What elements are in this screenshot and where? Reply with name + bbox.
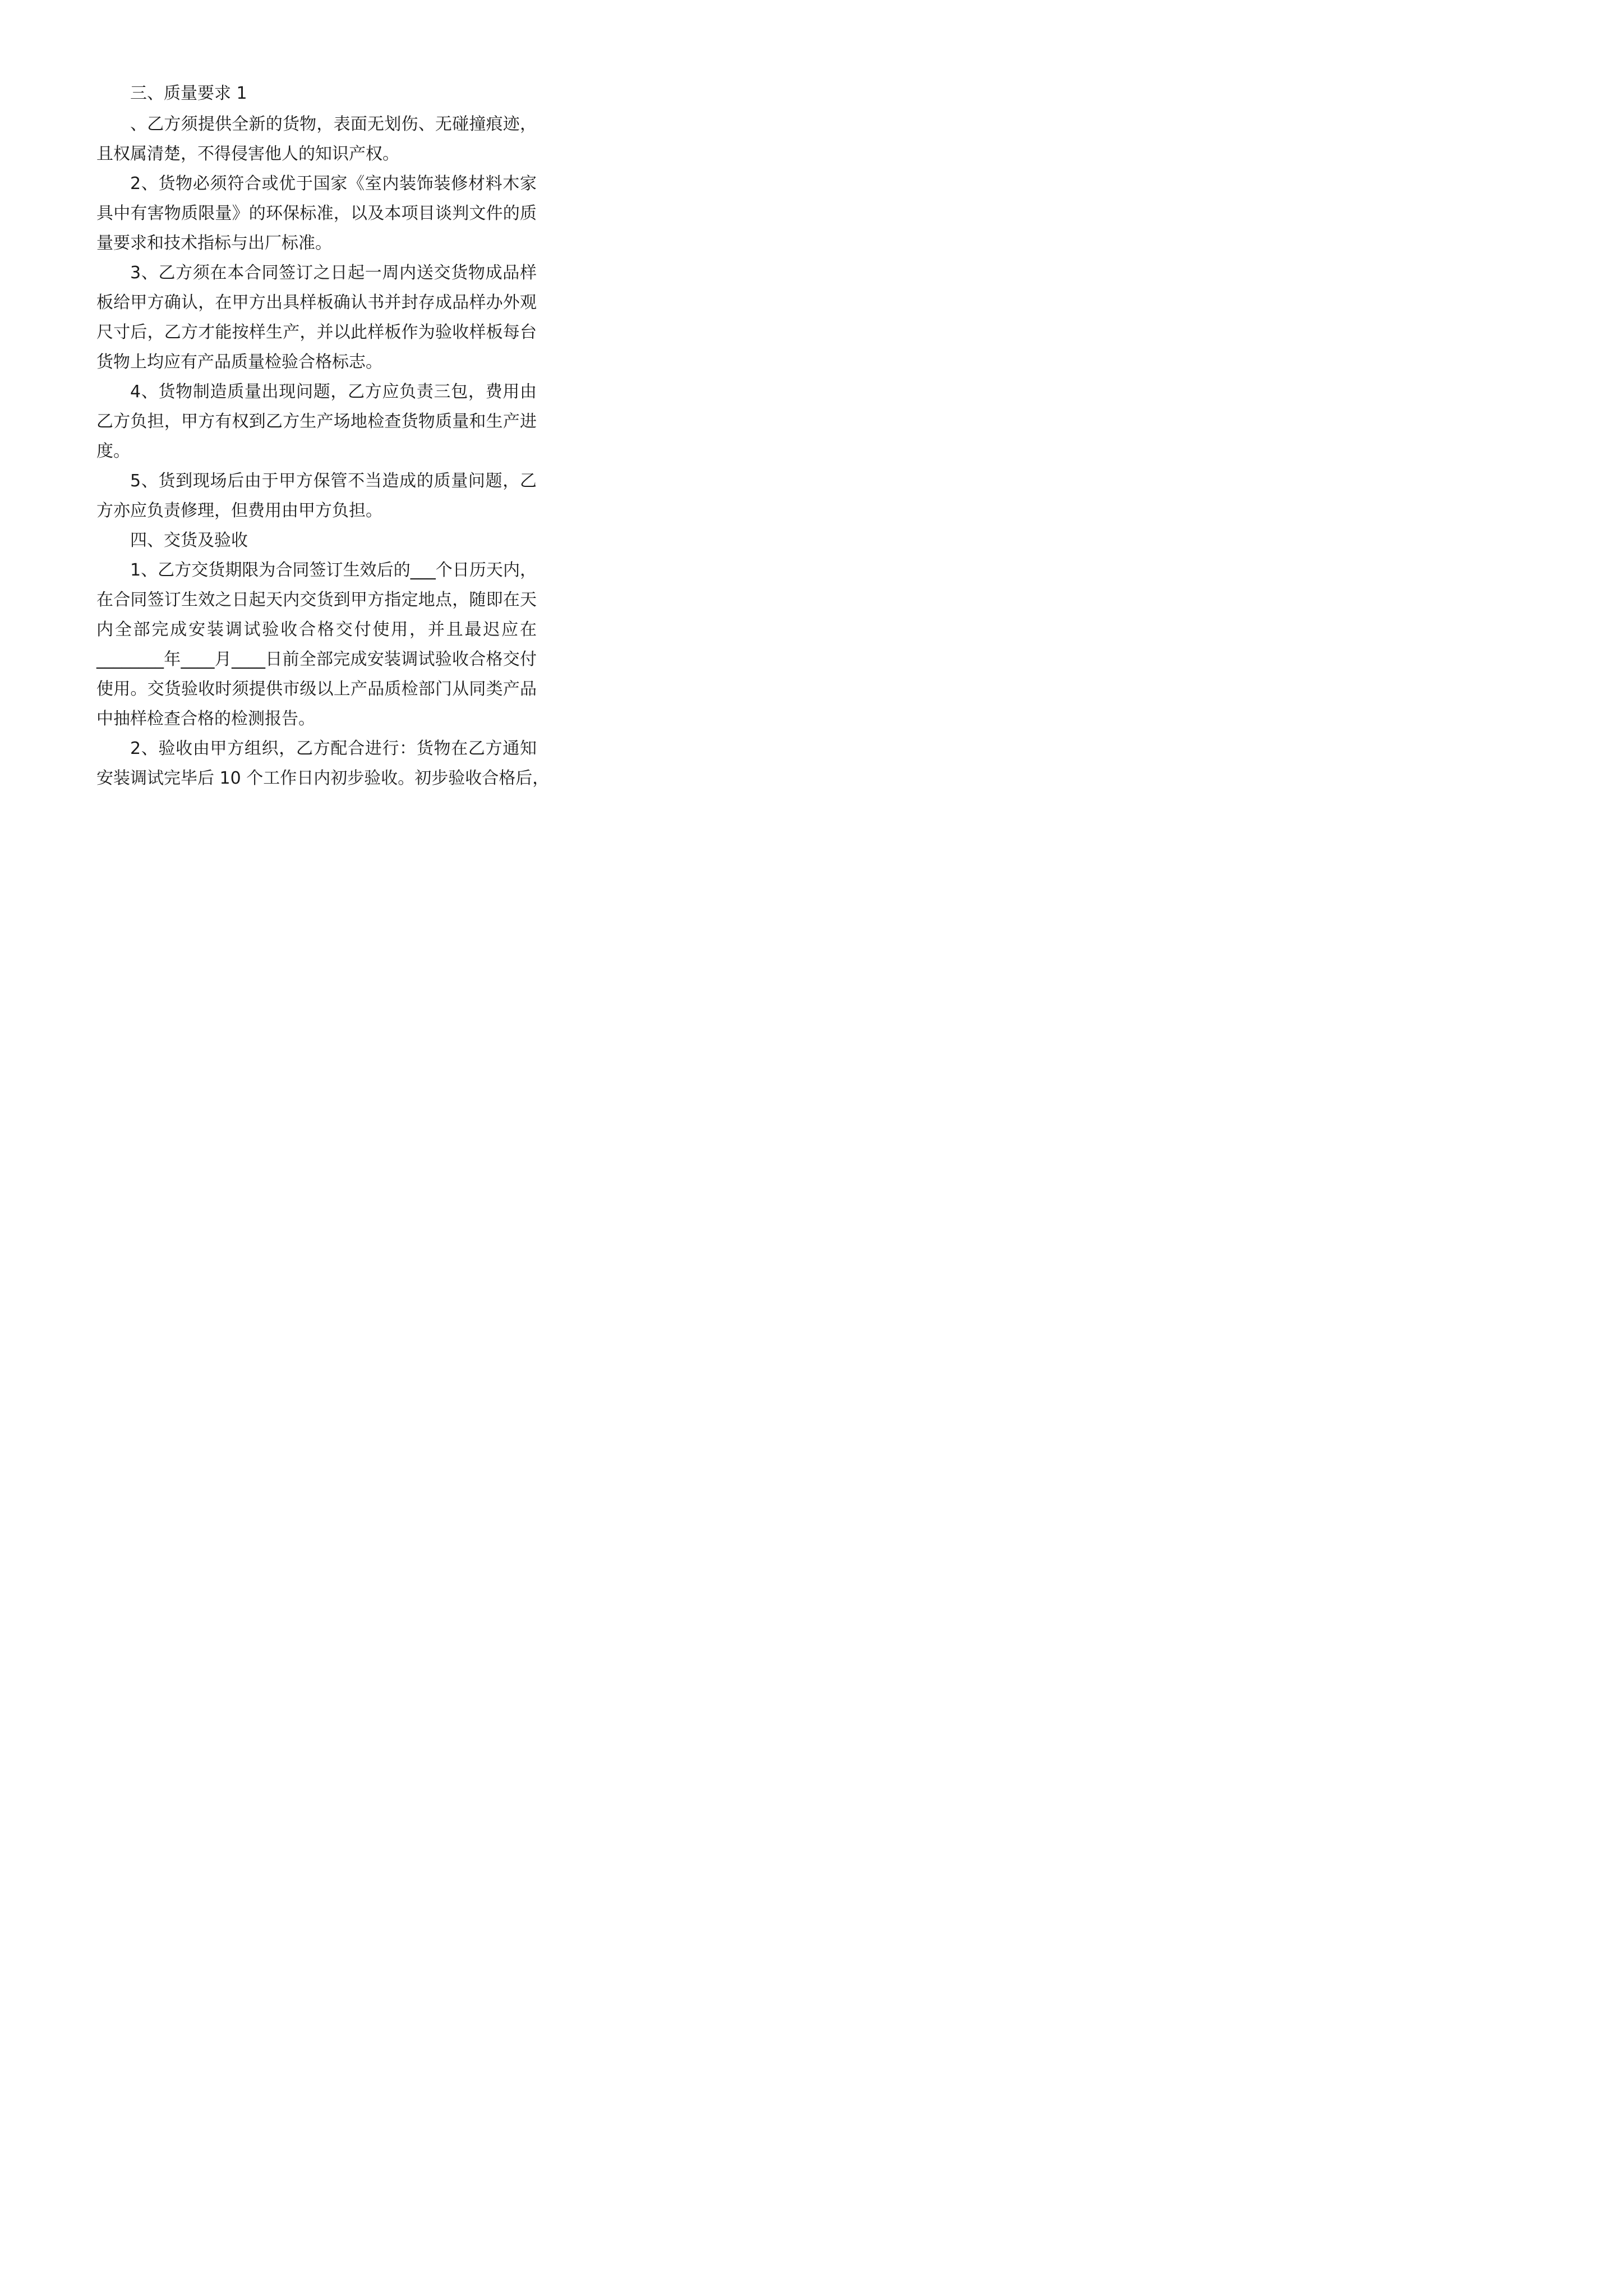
- paragraph-line: 安装调试完毕后 10 个工作日内初步验收。初步验收合格后，: [96, 769, 550, 788]
- paragraph-line: ________年____月____日前全部完成安装调试验收合格交付: [96, 650, 537, 669]
- paragraph-line: 板给甲方确认，在甲方出具样板确认书并封存成品样办外观: [96, 293, 537, 312]
- paragraph-line: 方亦应负责修理，但费用由甲方负担。: [96, 501, 382, 521]
- paragraph-line: 1、乙方交货期限为合同签订生效后的___个日历天内，: [130, 560, 537, 580]
- paragraph-line: 量要求和技术指标与出厂标准。: [96, 233, 332, 253]
- paragraph-line: 使用。交货验收时须提供市级以上产品质检部门从同类产品: [96, 679, 537, 699]
- paragraph-line: 货物上均应有产品质量检验合格标志。: [96, 352, 382, 372]
- paragraph-line: 尺寸后，乙方才能按样生产，并以此样板作为验收样板每台: [96, 323, 537, 342]
- section-heading-quality: 三、质量要求 1: [130, 84, 247, 103]
- paragraph-line: 乙方负担，甲方有权到乙方生产场地检查货物质量和生产进: [96, 412, 537, 431]
- paragraph-line: 、乙方须提供全新的货物，表面无划伤、无碰撞痕迹，: [130, 114, 537, 134]
- section-heading-delivery: 四、交货及验收: [130, 531, 248, 550]
- paragraph-line: 具中有害物质限量》的环保标准，以及本项目谈判文件的质: [96, 204, 537, 223]
- paragraph-line: 在合同签订生效之日起天内交货到甲方指定地点，随即在天: [96, 590, 537, 610]
- paragraph-line: 度。: [96, 441, 130, 461]
- paragraph-line: 2、验收由甲方组织，乙方配合进行：货物在乙方通知: [130, 739, 537, 758]
- paragraph-line: 3、乙方须在本合同签订之日起一周内送交货物成品样: [130, 263, 537, 283]
- paragraph-line: 且权属清楚，不得侵害他人的知识产权。: [96, 144, 399, 164]
- paragraph-line: 中抽样检查合格的检测报告。: [96, 709, 315, 729]
- paragraph-line: 4、货物制造质量出现问题，乙方应负责三包，费用由: [130, 382, 537, 402]
- paragraph-line: 5、货到现场后由于甲方保管不当造成的质量问题，乙: [130, 471, 537, 491]
- document-page: [96, 0, 550, 880]
- paragraph-line: 2、货物必须符合或优于国家《室内装饰装修材料木家: [130, 174, 537, 194]
- paragraph-line: 内全部完成安装调试验收合格交付使用，并且最迟应在: [96, 620, 537, 639]
